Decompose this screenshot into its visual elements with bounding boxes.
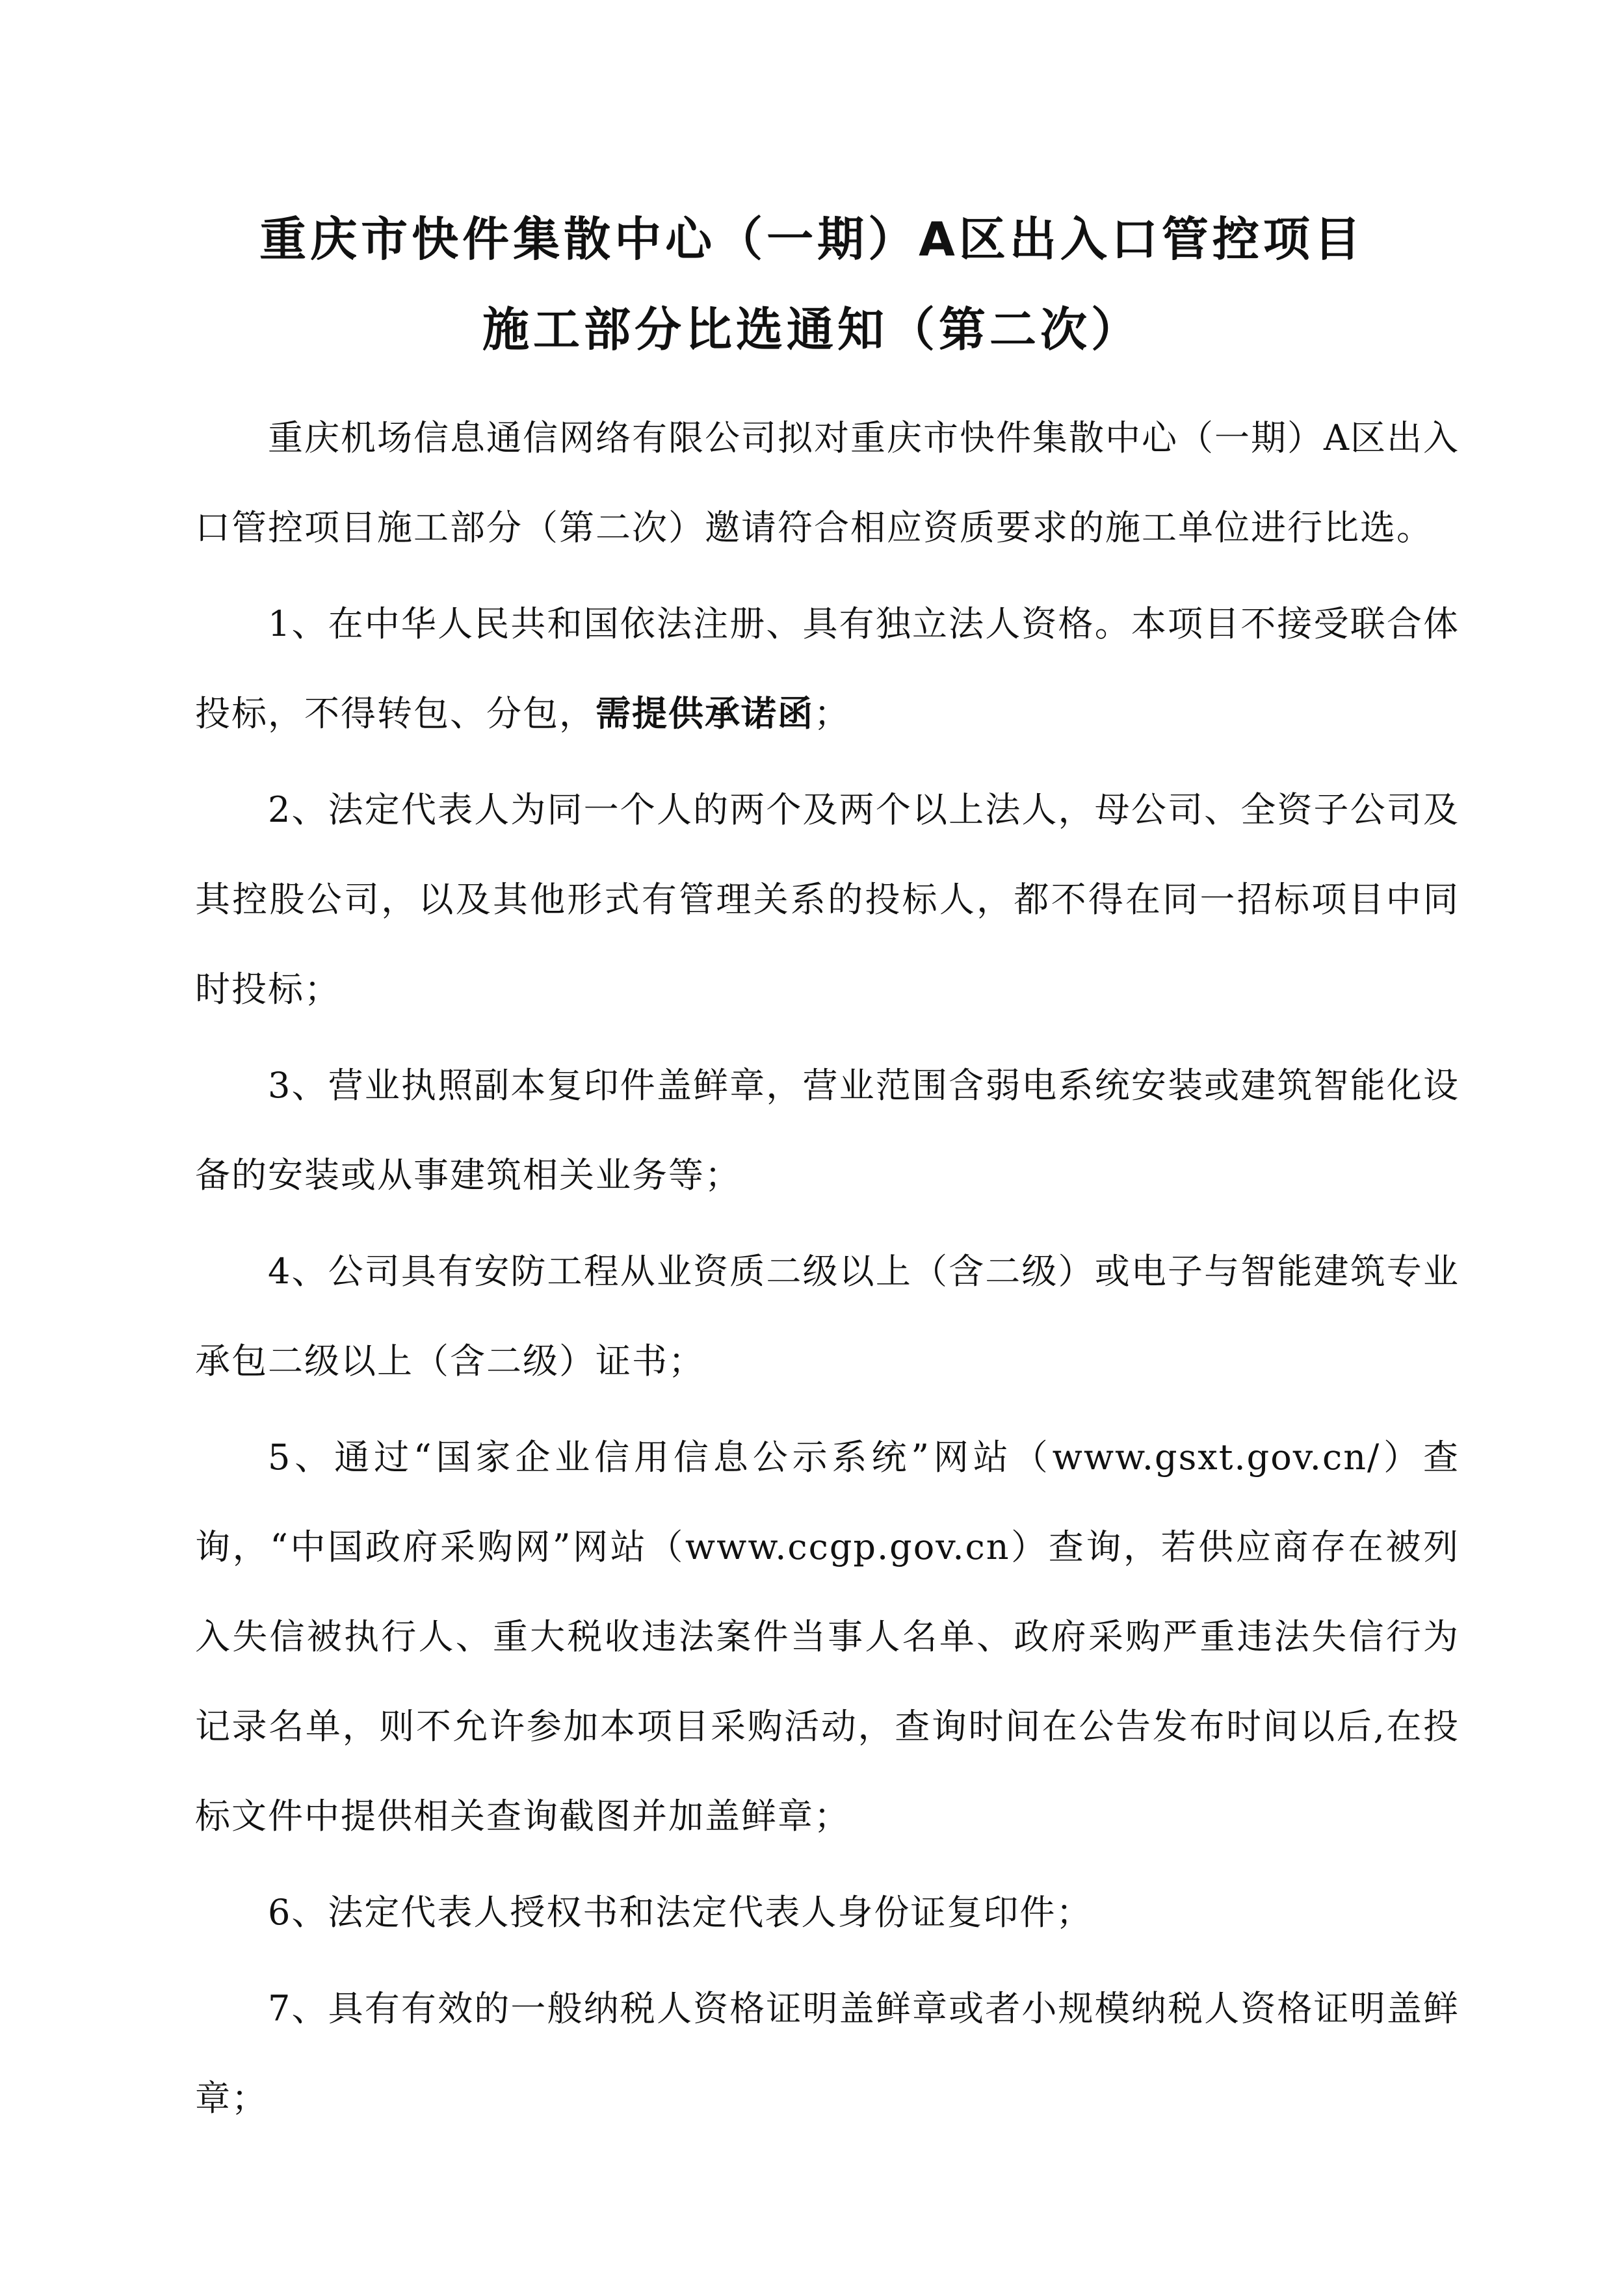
requirement-item-1-text: 1、在中华人民共和国依法注册、具有独立法人资格。本项目不接受联合体投标，不得转包、分包，	[195, 603, 1460, 734]
document-body	[195, 393, 1460, 2143]
requirement-item-2: 2、法定代表人为同一个人的两个及两个以上法人，母公司、全资子公司及其控股公司，以及其他形式有管理关系的投标人，都不得在同一招标项目中同时投标；	[195, 789, 1460, 1010]
intro-paragraph: 重庆机场信息通信网络有限公司拟对重庆市快件集散中心（一期）A区出入口管控项目施工部分（第二次）邀请符合相应资质要求的施工单位进行比选。	[195, 417, 1460, 548]
requirement-item-5: 5、通过“国家企业信用信息公示系统”网站（www.gsxt.gov.cn/）查询，“中国政府采购网”网站（www.ccgp.gov.cn）查询，若供应商存在被列入失信被执行人、重大税收违法案件当事人名单、政府采购严重违法失信行为记录名单，则不允许参加本项目采购活动，查询时间在公告发布时间以后,在投标文件中提供相关查询截图并加盖鲜章；	[195, 1437, 1460, 1837]
requirement-item-1	[195, 579, 1460, 759]
requirement-item-4: 4、公司具有安防工程从业资质二级以上（含二级）或电子与智能建筑专业承包二级以上（含二级）证书；	[195, 1251, 1460, 1381]
requirement-item-1-tail: ；	[814, 693, 850, 734]
document-title-line-2: 施工部分比选通知（第二次）	[482, 302, 1142, 357]
requirement-item-1-emphasis: 需提供承诺函	[596, 693, 814, 734]
requirement-item-3: 3、营业执照副本复印件盖鲜章，营业范围含弱电系统安装或建筑智能化设备的安装或从事建筑相关业务等；	[195, 1065, 1460, 1196]
requirement-item-6: 6、法定代表人授权书和法定代表人身份证复印件；	[268, 1892, 1093, 1933]
document-title-line-1: 重庆市快件集散中心（一期）A区出入口管控项目	[259, 212, 1365, 267]
requirement-item-7: 7、具有有效的一般纳税人资格证明盖鲜章或者小规模纳税人资格证明盖鲜章；	[195, 1988, 1460, 2119]
